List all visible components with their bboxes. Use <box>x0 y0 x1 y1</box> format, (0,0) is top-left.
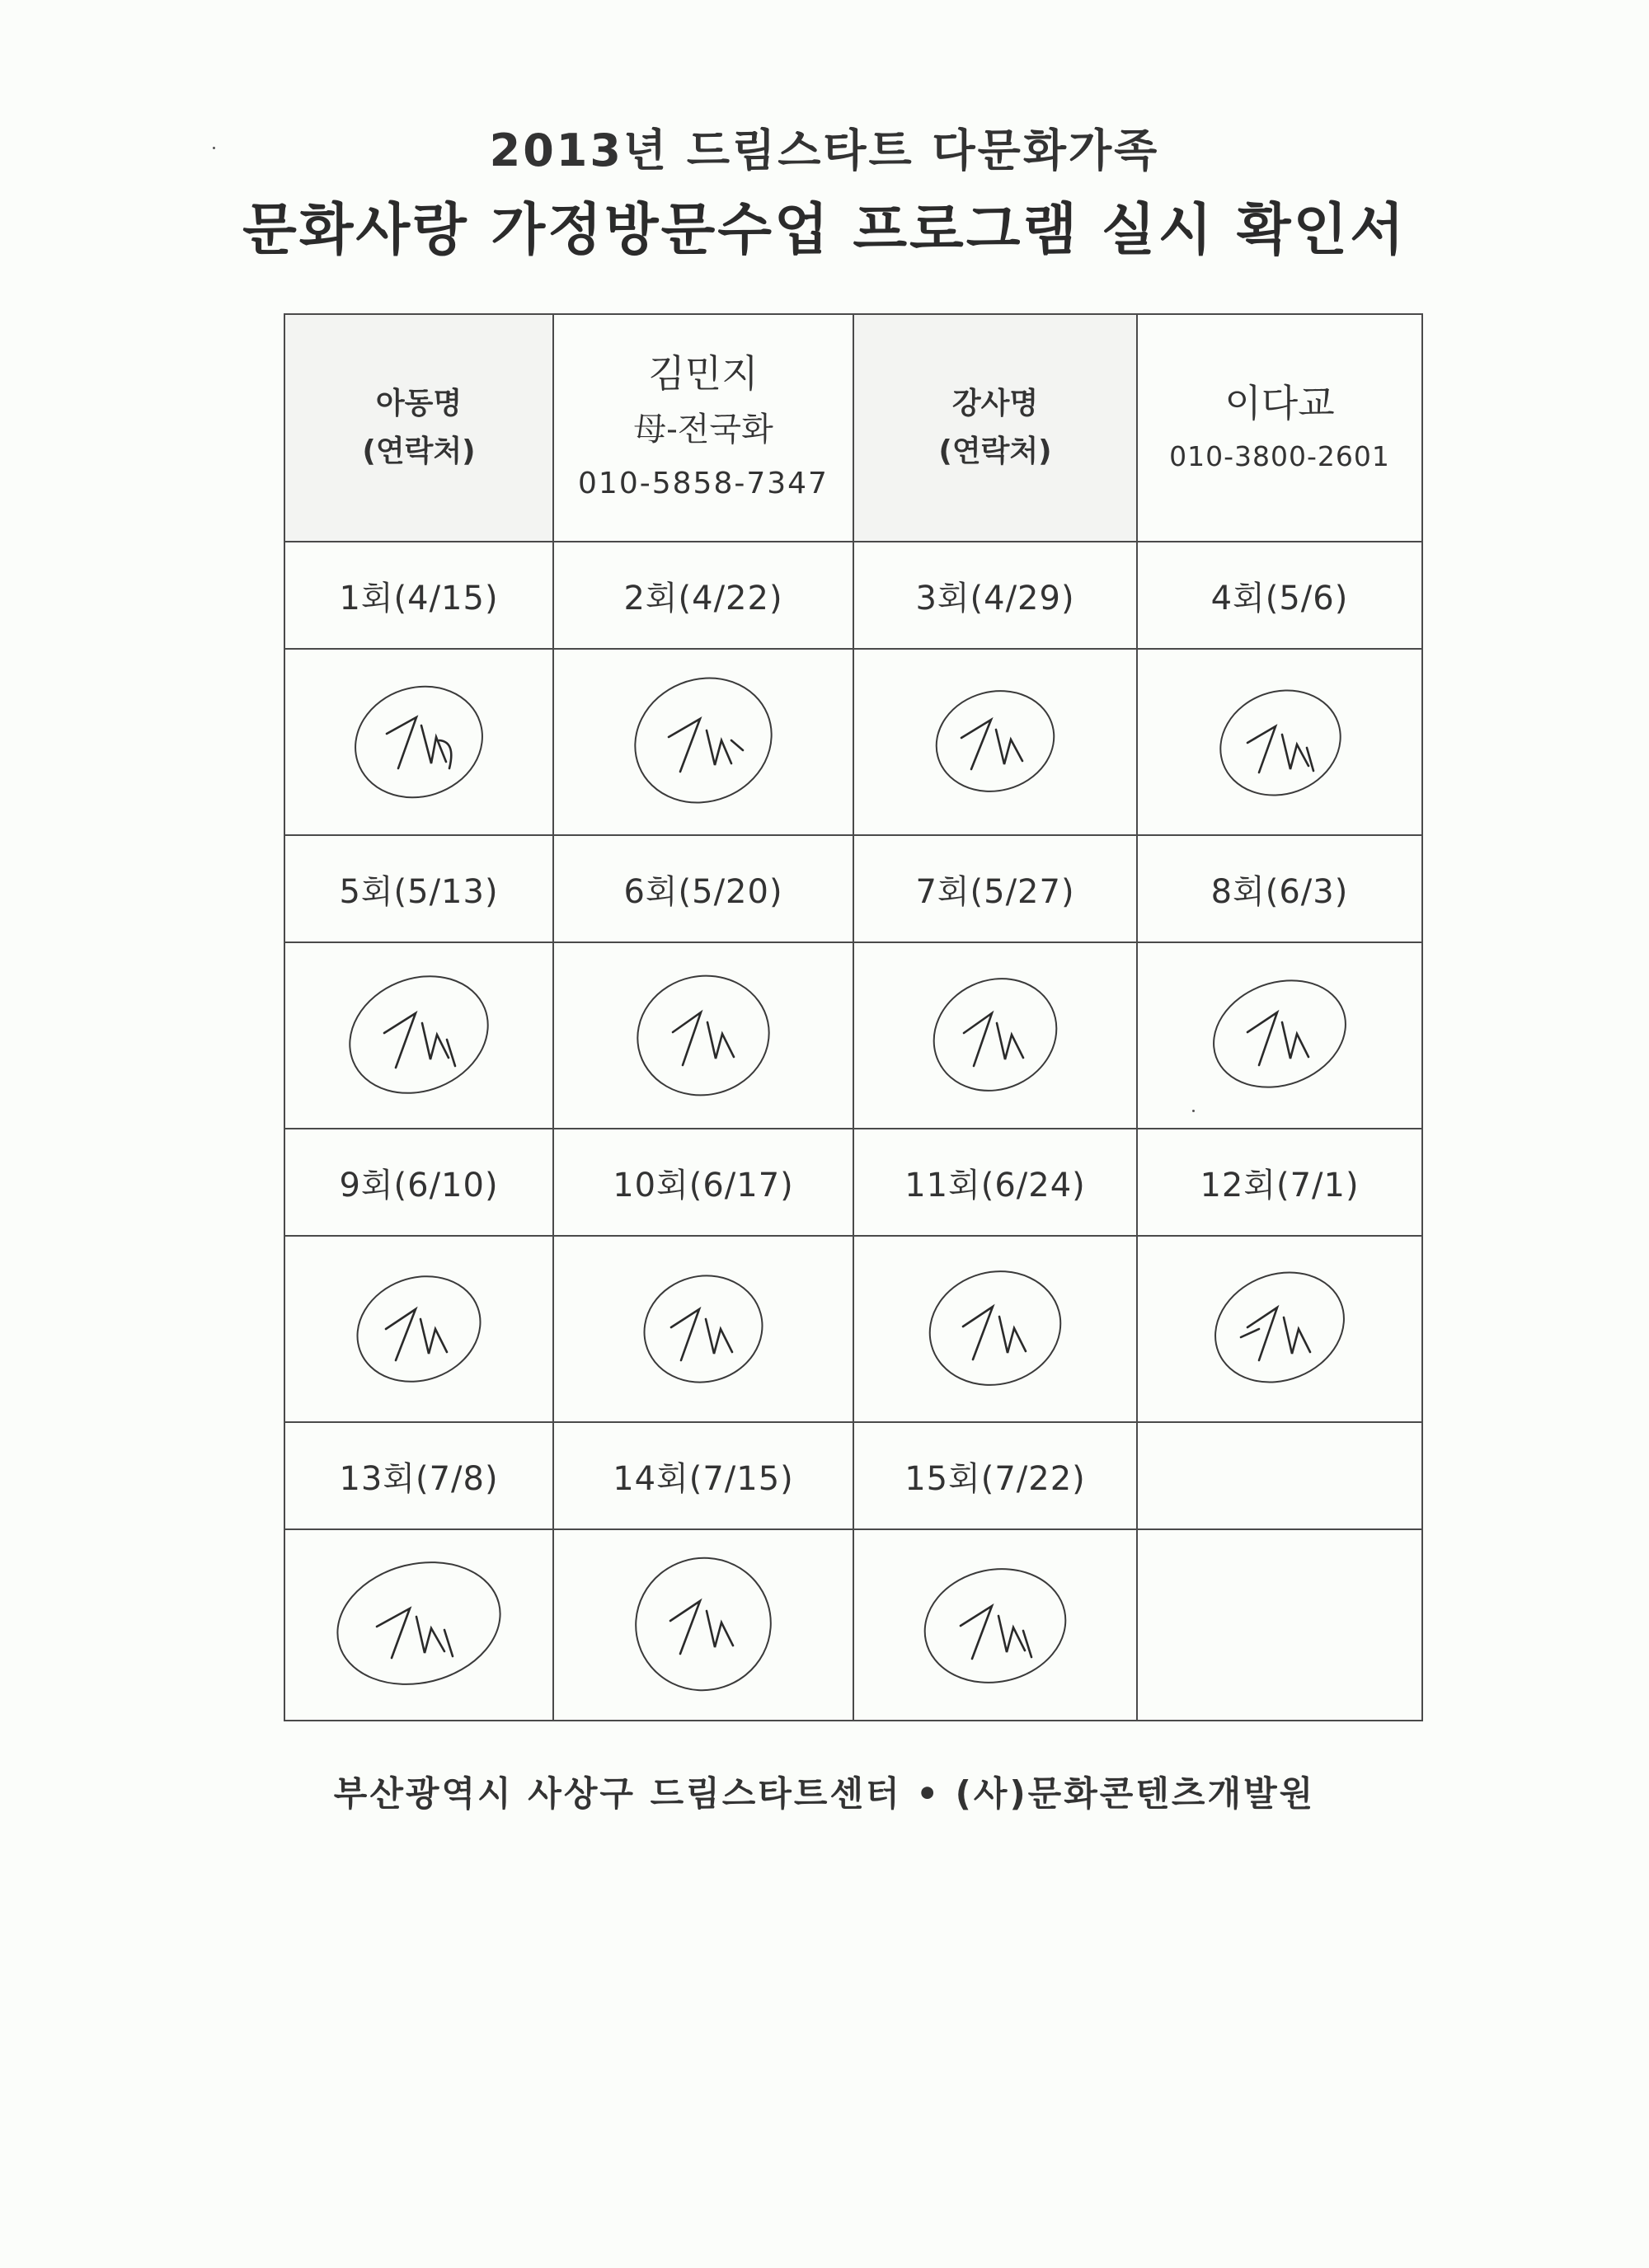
session-label: 12회(7/1) <box>1137 1129 1422 1236</box>
signature-mark <box>345 1263 493 1395</box>
session-label: 6회(5/20) <box>553 835 853 942</box>
signature-mark <box>1201 1263 1358 1395</box>
session-label: 13회(7/8) <box>284 1422 553 1529</box>
signature-row <box>284 1529 1422 1721</box>
session-label: 5회(5/13) <box>284 835 553 942</box>
signature-cell <box>853 942 1137 1129</box>
child-contact-label: (연락처) <box>362 434 476 468</box>
session-label-row <box>284 542 1422 649</box>
footer-organization: 부산광역시 사상구 드림스타트센터 • (사)문화콘텐츠개발원 <box>333 1773 1316 1814</box>
teacher-contact-label: (연락처) <box>938 434 1052 468</box>
signature-mark <box>341 676 497 808</box>
signature-row <box>284 649 1422 835</box>
signature-cell <box>853 1529 1137 1721</box>
child-phone: 010-5858-7347 <box>578 467 829 500</box>
teacher-name: 이다교 <box>1224 381 1335 425</box>
session-label-row <box>284 1129 1422 1236</box>
child-label-cell <box>284 314 553 542</box>
document-title-line2: 문화사랑 가정방문수업 프로그램 실시 확인서 <box>242 198 1407 263</box>
signature-mark <box>1210 680 1350 804</box>
empty-cell <box>1137 1422 1422 1529</box>
signature-mark <box>336 965 501 1106</box>
child-info-cell <box>553 314 853 542</box>
signature-cell <box>1137 942 1422 1129</box>
session-label: 8회(6/3) <box>1137 835 1422 942</box>
session-label: 14회(7/15) <box>553 1422 853 1529</box>
signature-cell <box>853 649 1137 835</box>
signature-mark <box>621 1547 786 1703</box>
session-label: 3회(4/29) <box>853 542 1137 649</box>
signature-cell <box>553 1236 853 1422</box>
signature-mark <box>633 1263 773 1395</box>
signature-row <box>284 942 1422 1129</box>
session-label: 1회(4/15) <box>284 542 553 649</box>
teacher-label: 강사명 <box>951 387 1039 420</box>
signature-mark <box>621 668 786 816</box>
session-label: 9회(6/10) <box>284 1129 553 1236</box>
empty-cell <box>1137 1529 1422 1721</box>
signature-cell <box>284 1529 553 1721</box>
session-label: 11회(6/24) <box>853 1129 1137 1236</box>
teacher-info-cell <box>1137 314 1422 542</box>
session-label: 7회(5/27) <box>853 835 1137 942</box>
signature-cell <box>1137 1236 1422 1422</box>
signature-cell <box>1137 649 1422 835</box>
signature-row <box>284 1236 1422 1422</box>
signature-cell <box>284 942 553 1129</box>
scan-speck <box>213 147 215 149</box>
signature-mark <box>917 1259 1073 1399</box>
signature-mark <box>625 961 782 1110</box>
session-label-row <box>284 1422 1422 1529</box>
session-label-row <box>284 835 1422 942</box>
signature-cell <box>853 1236 1137 1422</box>
child-label: 아동명 <box>375 387 463 420</box>
session-label: 2회(4/22) <box>553 542 853 649</box>
teacher-phone: 010-3800-2601 <box>1169 440 1390 472</box>
session-label: 15회(7/22) <box>853 1422 1137 1529</box>
guardian-name: 母-전국화 <box>633 411 773 448</box>
teacher-label-cell <box>853 314 1137 542</box>
info-row <box>284 314 1422 542</box>
signature-mark <box>913 1555 1078 1695</box>
signature-cell <box>553 942 853 1129</box>
signature-cell <box>284 649 553 835</box>
signature-mark <box>921 965 1069 1106</box>
session-label: 10회(6/17) <box>553 1129 853 1236</box>
confirmation-table <box>284 313 1423 1721</box>
signature-mark <box>324 1551 514 1699</box>
scan-speck <box>1192 1110 1195 1112</box>
session-label: 4회(5/6) <box>1137 542 1422 649</box>
document-title-line1: 2013년 드림스타트 다문화가족 <box>489 124 1160 176</box>
signature-cell <box>553 649 853 835</box>
child-name: 김민지 <box>648 351 759 396</box>
signature-mark <box>1201 970 1358 1101</box>
signature-mark <box>925 680 1065 804</box>
signature-cell <box>284 1236 553 1422</box>
signature-cell <box>553 1529 853 1721</box>
